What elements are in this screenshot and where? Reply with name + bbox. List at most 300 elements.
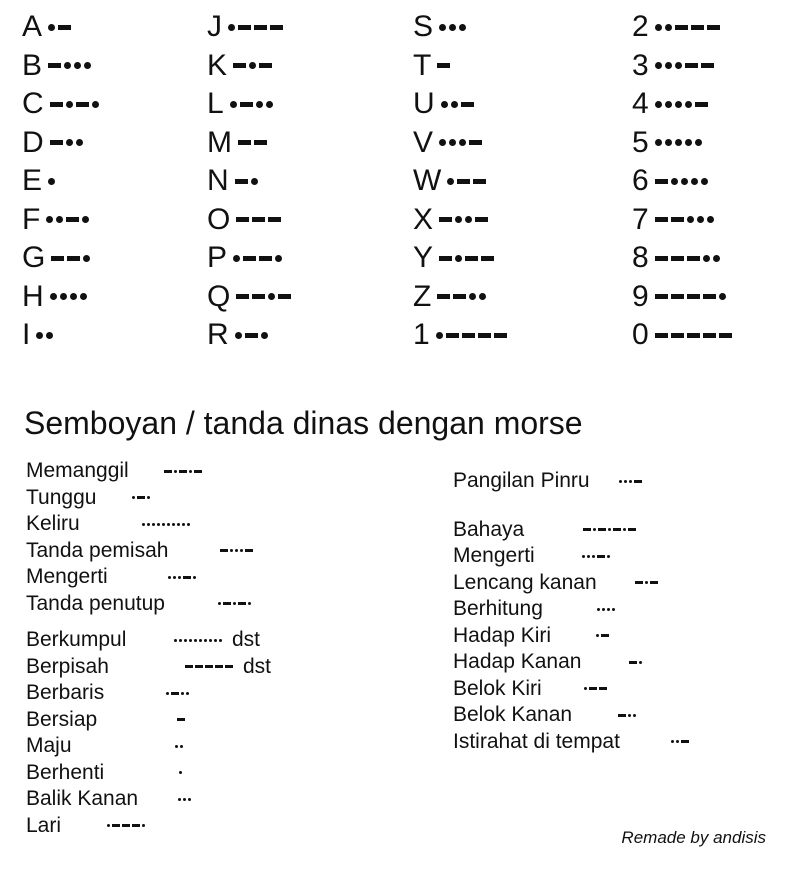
morse-dot [665, 24, 672, 31]
signal-label: Memanggil [26, 459, 129, 483]
morse-dash [252, 217, 265, 222]
morse-dot [166, 692, 169, 695]
morse-dot [214, 639, 217, 642]
morse-character: 5 [632, 125, 649, 159]
morse-dot [181, 692, 184, 695]
morse-dot [80, 293, 87, 300]
section-title: Semboyan / tanda dinas dengan morse [24, 405, 583, 441]
morse-dot [142, 523, 145, 526]
morse-character: H [22, 279, 44, 313]
signal-label: Belok Kanan [453, 703, 573, 727]
morse-dash [695, 102, 708, 107]
morse-dash [195, 665, 203, 668]
morse-dot [233, 602, 236, 605]
morse-dot [48, 178, 55, 185]
morse-code [48, 24, 74, 31]
morse-dash [177, 718, 185, 721]
morse-dot [275, 255, 282, 262]
morse-character: I [22, 318, 31, 352]
morse-dot [46, 332, 53, 339]
morse-dash [613, 528, 621, 531]
morse-dot [175, 745, 178, 748]
morse-dot [597, 608, 600, 611]
morse-dash [691, 25, 704, 30]
morse-code [50, 293, 90, 300]
morse-dot [268, 293, 275, 300]
morse-code [619, 480, 644, 483]
morse-dot [186, 692, 189, 695]
morse-dot [655, 62, 662, 69]
morse-code [439, 216, 491, 223]
morse-dot [459, 24, 466, 31]
morse-code [655, 255, 723, 262]
morse-code [439, 255, 497, 262]
morse-dot [183, 798, 186, 801]
signal-label: Belok Kiri [453, 676, 542, 700]
morse-dash [220, 549, 228, 552]
signal-suffix: dst [243, 654, 272, 678]
morse-dash [599, 687, 607, 690]
signal-label: Tunggu [26, 485, 97, 509]
signal-label: Berhenti [26, 760, 105, 784]
morse-character: 2 [632, 10, 649, 44]
morse-dash [205, 665, 213, 668]
morse-dash [655, 333, 668, 338]
morse-dot [194, 639, 197, 642]
morse-dot [174, 470, 177, 473]
morse-dot [178, 576, 181, 579]
signal-label: Istirahat di tempat [453, 729, 620, 753]
morse-dot [188, 798, 191, 801]
morse-code [655, 24, 723, 31]
morse-dash [687, 256, 700, 261]
morse-dash [685, 63, 698, 68]
morse-character: 4 [632, 87, 649, 121]
morse-dot [675, 139, 682, 146]
morse-dot [152, 523, 155, 526]
morse-dash [703, 294, 716, 299]
morse-dot [174, 639, 177, 642]
morse-character: R [207, 318, 229, 352]
morse-dash [597, 555, 605, 558]
morse-code [50, 139, 86, 146]
signal-row [453, 702, 691, 729]
morse-dot [703, 255, 710, 262]
morse-dash [628, 528, 636, 531]
morse-row [413, 47, 510, 86]
group-spacer [26, 617, 271, 627]
morse-dot [147, 523, 150, 526]
morse-dot [230, 101, 237, 108]
morse-dot [439, 139, 446, 146]
morse-dash [236, 217, 249, 222]
morse-dot [193, 576, 196, 579]
morse-dot [681, 178, 688, 185]
morse-character: F [22, 202, 41, 236]
morse-dash [675, 25, 688, 30]
morse-row [413, 239, 510, 278]
morse-dash [164, 470, 172, 473]
morse-dot [66, 101, 73, 108]
morse-row [413, 124, 510, 163]
morse-character: U [413, 87, 435, 121]
signal-row [26, 511, 271, 538]
morse-dot [465, 216, 472, 223]
signal-label: Berbaris [26, 681, 105, 705]
morse-dot [608, 528, 611, 531]
morse-dash [687, 294, 700, 299]
morse-code [179, 771, 184, 774]
morse-dot [675, 101, 682, 108]
morse-row [207, 124, 294, 163]
signal-label: Mengerti [26, 565, 108, 589]
morse-row [22, 162, 102, 201]
morse-dot [50, 293, 57, 300]
morse-dot [172, 523, 175, 526]
morse-code [671, 740, 691, 743]
morse-dot [623, 528, 626, 531]
morse-dash [238, 140, 251, 145]
morse-code [228, 24, 286, 31]
alphabet-column-2 [207, 8, 294, 355]
morse-dash [462, 333, 475, 338]
morse-dot [655, 139, 662, 146]
morse-dash [469, 140, 482, 145]
morse-dash [50, 140, 63, 145]
signal-row [453, 570, 691, 597]
morse-code [230, 101, 276, 108]
morse-character: P [207, 241, 228, 275]
morse-dot [628, 714, 631, 717]
morse-dash [233, 63, 246, 68]
morse-dot [36, 332, 43, 339]
morse-row [632, 201, 735, 240]
morse-dot [82, 216, 89, 223]
morse-dash [48, 63, 61, 68]
morse-row [632, 47, 735, 86]
morse-dot [691, 178, 698, 185]
signal-row [26, 786, 271, 813]
morse-dash [478, 333, 491, 338]
morse-code [439, 24, 469, 31]
morse-dot [84, 62, 91, 69]
morse-dot [629, 480, 632, 483]
morse-dash [76, 102, 89, 107]
morse-dash [270, 25, 283, 30]
morse-dot [701, 178, 708, 185]
morse-row [22, 85, 102, 124]
morse-dash [268, 217, 281, 222]
morse-dash [67, 256, 80, 261]
morse-dash [473, 179, 486, 184]
morse-dash [598, 528, 606, 531]
morse-dash [132, 824, 140, 827]
morse-dot [592, 555, 595, 558]
morse-character: X [413, 202, 434, 236]
morse-dot [76, 139, 83, 146]
morse-dot [436, 332, 443, 339]
morse-dot [655, 101, 662, 108]
morse-dash [51, 256, 64, 261]
morse-code [596, 634, 611, 637]
morse-dot [209, 639, 212, 642]
morse-dot [46, 216, 53, 223]
morse-dot [449, 139, 456, 146]
morse-dash [583, 528, 591, 531]
morse-dot [671, 740, 674, 743]
morse-dot [665, 101, 672, 108]
morse-dot [177, 523, 180, 526]
group-spacer [453, 495, 691, 517]
morse-dot [167, 523, 170, 526]
morse-dash [183, 576, 191, 579]
morse-dot [162, 523, 165, 526]
morse-dash [703, 333, 716, 338]
morse-dash [215, 665, 223, 668]
morse-dot [132, 496, 135, 499]
morse-dot [56, 216, 63, 223]
morse-dot [441, 101, 448, 108]
morse-code [635, 581, 660, 584]
morse-dot [248, 602, 251, 605]
morse-dash [245, 549, 253, 552]
morse-code [168, 576, 198, 579]
morse-dot [624, 480, 627, 483]
morse-dash [137, 496, 145, 499]
morse-dash [243, 256, 256, 261]
morse-row [632, 124, 735, 163]
morse-code [233, 62, 275, 69]
morse-dot [107, 824, 110, 827]
morse-dash [238, 602, 246, 605]
morse-dot [261, 332, 268, 339]
morse-dash [439, 217, 452, 222]
morse-dot [455, 216, 462, 223]
morse-code [437, 63, 453, 68]
alphabet-column-3 [413, 8, 510, 355]
morse-code [655, 216, 717, 223]
morse-dash [681, 740, 689, 743]
signal-row [26, 654, 271, 681]
morse-character: B [22, 48, 43, 82]
morse-dot [249, 62, 256, 69]
signal-row [26, 813, 271, 840]
morse-dot [469, 293, 476, 300]
signal-row [26, 733, 271, 760]
morse-dash [179, 470, 187, 473]
morse-dash [278, 294, 291, 299]
morse-dot [66, 139, 73, 146]
morse-character: M [207, 125, 232, 159]
morse-dot [199, 639, 202, 642]
morse-code [142, 523, 192, 526]
morse-row [22, 316, 102, 355]
morse-dash [687, 333, 700, 338]
morse-row [22, 124, 102, 163]
morse-dot [449, 24, 456, 31]
signal-label: Berpisah [26, 654, 109, 678]
morse-dot [459, 139, 466, 146]
morse-dash [194, 470, 202, 473]
morse-dash [650, 581, 658, 584]
morse-dash [259, 63, 272, 68]
morse-dot [184, 639, 187, 642]
morse-dash [50, 102, 63, 107]
morse-dash [701, 63, 714, 68]
morse-dot [157, 523, 160, 526]
morse-code [175, 745, 185, 748]
morse-dot [665, 139, 672, 146]
signal-row [26, 680, 271, 707]
morse-dot [235, 332, 242, 339]
morse-character: N [207, 164, 229, 198]
signal-label: Hadap Kiri [453, 623, 552, 647]
morse-dot [695, 139, 702, 146]
morse-dot [707, 216, 714, 223]
morse-dot [178, 798, 181, 801]
morse-code [107, 824, 147, 827]
alphabet-column-4 [632, 8, 735, 355]
morse-dot [587, 555, 590, 558]
morse-dash [171, 692, 179, 695]
morse-dot [92, 101, 99, 108]
morse-code [220, 549, 255, 552]
signal-group-right-a [453, 468, 691, 495]
morse-character: 8 [632, 241, 649, 275]
morse-dot [219, 639, 222, 642]
signal-label: Berkumpul [26, 628, 127, 652]
morse-character: Q [207, 279, 231, 313]
morse-code [48, 178, 58, 185]
morse-code [584, 687, 609, 690]
morse-dot [582, 555, 585, 558]
morse-dot [147, 496, 150, 499]
morse-dash [457, 179, 470, 184]
morse-dot [256, 101, 263, 108]
morse-character: L [207, 87, 224, 121]
morse-code [655, 178, 711, 185]
morse-dot [607, 608, 610, 611]
morse-row [632, 162, 735, 201]
morse-dash [245, 333, 258, 338]
morse-character: T [413, 48, 432, 82]
morse-code [655, 101, 711, 108]
morse-code [597, 608, 617, 611]
morse-dot [230, 549, 233, 552]
morse-character: 0 [632, 318, 649, 352]
morse-dot [593, 528, 596, 531]
morse-code [436, 332, 510, 339]
morse-code [655, 139, 705, 146]
morse-dot [187, 523, 190, 526]
signal-group-right-b [453, 517, 691, 756]
morse-dash [437, 294, 450, 299]
morse-dash [655, 256, 668, 261]
credit-text: Remade by andisis [621, 828, 766, 847]
morse-row [207, 47, 294, 86]
morse-dot [685, 139, 692, 146]
morse-dot [687, 216, 694, 223]
morse-row [632, 85, 735, 124]
morse-dash [236, 294, 249, 299]
morse-row [207, 201, 294, 240]
morse-dash [481, 256, 494, 261]
signal-row [453, 729, 691, 756]
morse-dash [601, 634, 609, 637]
signal-label: Tanda penutup [26, 591, 165, 615]
morse-dash [223, 602, 231, 605]
morse-dot [439, 24, 446, 31]
morse-code [46, 216, 92, 223]
signal-label: Mengerti [453, 544, 535, 568]
morse-dot [447, 178, 454, 185]
morse-code [218, 602, 253, 605]
morse-dot [142, 824, 145, 827]
morse-character: C [22, 87, 44, 121]
morse-dash [494, 333, 507, 338]
morse-row [413, 278, 510, 317]
morse-code [655, 62, 717, 69]
morse-dash [259, 256, 272, 261]
morse-row [632, 316, 735, 355]
morse-dash [655, 294, 668, 299]
morse-row [207, 239, 294, 278]
morse-dash [66, 217, 79, 222]
morse-dash [719, 333, 732, 338]
morse-code [132, 496, 152, 499]
morse-dot [633, 714, 636, 717]
signal-row [453, 676, 691, 703]
morse-character: D [22, 125, 44, 159]
morse-code [583, 528, 638, 531]
signal-label: Pangilan Pinru [453, 469, 590, 493]
signal-row [26, 591, 271, 618]
morse-code [36, 332, 56, 339]
morse-dot [240, 549, 243, 552]
morse-dot [685, 101, 692, 108]
morse-row [207, 85, 294, 124]
morse-code [618, 714, 638, 717]
morse-dot [671, 178, 678, 185]
morse-dot [182, 523, 185, 526]
morse-code [48, 62, 94, 69]
morse-code [236, 293, 294, 300]
signal-label: Hadap Kanan [453, 650, 582, 674]
morse-dot [596, 634, 599, 637]
alphabet-column-1 [22, 8, 102, 355]
morse-code [166, 692, 191, 695]
morse-dash [252, 294, 265, 299]
morse-dash [465, 256, 478, 261]
morse-character: S [413, 10, 434, 44]
morse-code [235, 178, 261, 185]
morse-dash [618, 714, 626, 717]
morse-dash [112, 824, 120, 827]
morse-code [177, 718, 187, 721]
morse-code [185, 665, 235, 668]
morse-dot [251, 178, 258, 185]
morse-row [413, 162, 510, 201]
signal-row [26, 485, 271, 512]
signal-row [453, 649, 691, 676]
morse-row [207, 8, 294, 47]
morse-dash [240, 102, 253, 107]
signal-suffix: dst [232, 628, 261, 652]
morse-dash [225, 665, 233, 668]
morse-dot [619, 480, 622, 483]
morse-code [439, 139, 485, 146]
morse-dot [675, 62, 682, 69]
